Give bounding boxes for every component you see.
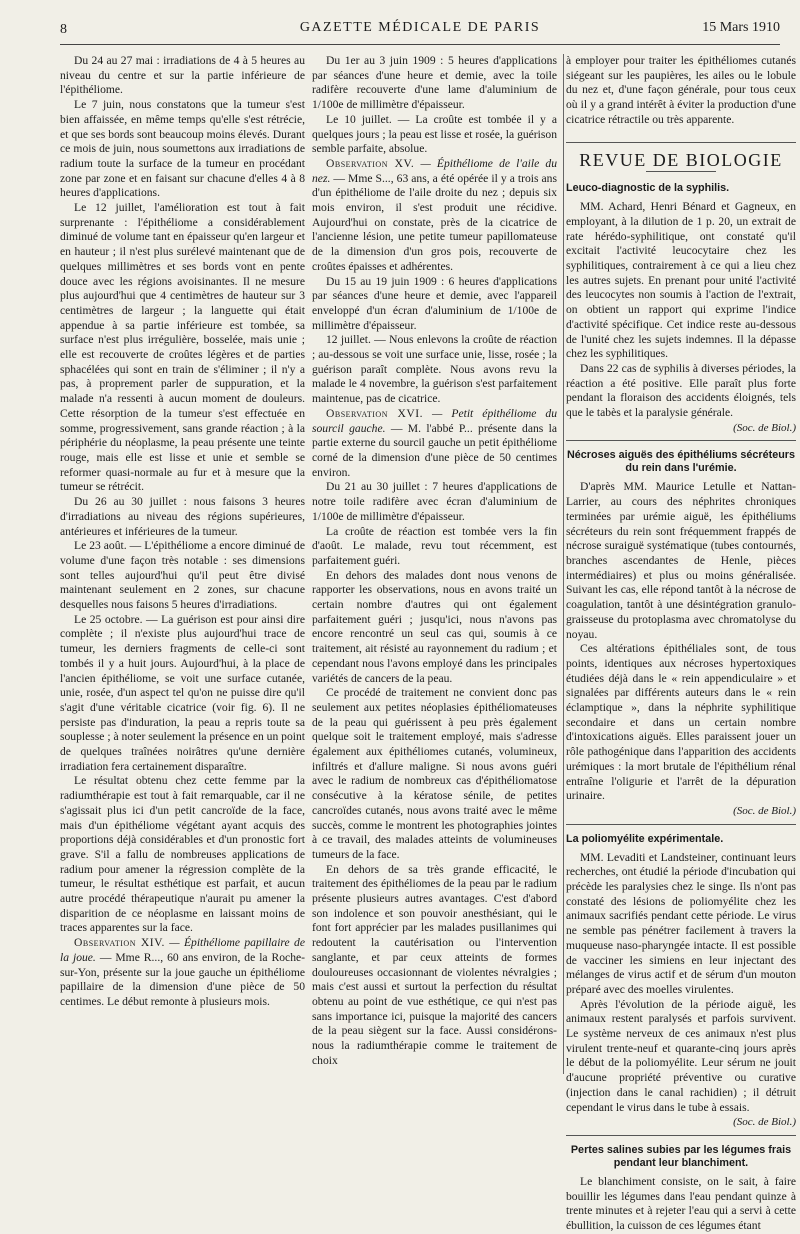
observation-label: Observation XVI.	[326, 406, 424, 420]
article-heading: La poliomyélite expérimentale.	[566, 832, 724, 845]
paragraph: Le 10 juillet. — La croûte est tombée il y a quelques jours ; la peau est lisse et rosée, la guérison semble parfaite, absolue.	[312, 112, 557, 156]
paragraph: Après l'évolution de la période aiguë, les animaux restent paralysés et parfois survivent. Le système nerveux de ces animaux n'est plus virulent trente-neuf et quarante-cinq jours après le début de la poliomyélite. Leur sérum ne jouit d'aucune propriété préventive ou curative (injection dans le canal rachidien) ; il détruit cependant le virus dans le tube à essais.	[566, 997, 796, 1114]
column-3	[563, 54, 796, 1233]
paragraph: Le 7 juin, nous constatons que la tumeur s'est bien affaissée, en même temps qu'elle s'est rétrécie, et que ses bords sont beaucoup moins élevés. Durant ce mois de juin, nous soumettons aux irradiations de radium toute la surface de la tumeur en procédant zone par zone et en faisant sur chacune d'elles 4 à 8 heures d'applications.	[60, 98, 305, 200]
paragraph: D'après MM. Maurice Letulle et Nattan-Larrier, au cours des néphrites chroniques terminées par urémie aiguë, les épithéliums sécréteurs du rein sont fréquemment frappés de nécrose suraiguë systématique (tubes contournés, branches ascendantes de Henle, pièces intermédiaires) et plus ou moins généralisée. Suivant les cas, elle répond tantôt à la nécrose de coagulation, tantôt à une désintégration granulo-graisseuse du protoplasma avec chromatolyse du noyau.	[566, 480, 796, 641]
paragraph: à employer pour traiter les épithéliomes cutanés siégeant sur les paupières, les ailes ou le lobule du nez et, d'une façon générale, pour tous ceux où il y a grand intérêt à éviter la production d'une cicatrice rétractile ou très apparente.	[566, 54, 796, 126]
article-heading: Leuco-diagnostic de la syphilis.	[566, 182, 730, 195]
paragraph: En dehors de sa très grande efficacité, le traitement des épithéliomes de la peau par le radium présente plusieurs autres avantages. C'est d'abord son indolence et son pouvoir anesthésiant, qui le font fort apprécier par les malades pusillanimes qui redoutent la cautérisation ou l'intervention sanglante, et par ceux atteints de formes douloureuses occasionnant de violentes névralgies ; mais c'est aussi et surtout la perfection du résultat obtenu au point de vue esthétique, ce qui n'est pas sans importance ici, puisque la majorité des cancers de la peau siègent sur la face. Aussi considérons-nous la radiumthérapie comme le traitement de choix	[312, 862, 557, 1067]
observation-text: — Mme S..., 63 ans, a été opérée il y a trois ans d'un épithéliome de l'aile droite du nez ; depuis six mois environ, il s'est produit une récidive. Aujourd'hui on constate, près de la cicatrice de l'ancienne lésion, une petite tumeur papillomateuse de la dimension d'un gros pois, recouverte de croûtes épaisses et adhérentes.	[312, 171, 557, 273]
paragraph: 12 juillet. — Nous enlevons la croûte de réaction ; au-dessous se voit une surface unie, lisse, rosée ; la guérison paraît complète. Nous avons revu la malade le 4 novembre, la guérison s'est parfaitement maintenue, pas de cicatrice.	[312, 333, 557, 406]
paragraph: Du 15 au 19 juin 1909 : 6 heures d'applications par séances d'une heure et demie, avec l'appareil enveloppé d'un écran d'aluminium de 1/100e de millimètre d'épaisseur.	[312, 274, 557, 332]
paragraph: Le 12 juillet, l'amélioration est tout à fait surprenante : l'épithéliome a considérablement diminué de volume tant en épaisseur qu'en largeur et en hauteur ; il n'est plus surélevé maintenant que de quelques millimètres et ses bords vont en pente douce avec les régions avoisinantes. Il ne mesure plus aujourd'hui que 4 centimètres de hauteur sur 3 centimètres de largeur ; la languette qui était appendue à sa partie inférieure est tombée, sa surface n'est plus irrégulière, bosselée, mais unie ; elle est recouverte de croûtes légères et de parties sphacélées qui sont en train de s'éliminer ; il n'y a pas, à proprement parler de suppuration, et la malade n'a ressenti à aucun moment de douleurs. Cette résorption de la tumeur s'est effectuée en somme, progressivement, sans grande réaction ; à la périphérie du néoplasme, la peau présente une teinte rouge, mais elle est lisse et unie et semble se reformer quasi-normale au fur et à mesure que la tumeur se rétrécit.	[60, 201, 305, 494]
paragraph: Dans 22 cas de syphilis à diverses périodes, la réaction a été positive. Elle paraît plus forte pendant la floraison des accidents éloignés, tels que le tabès et la paralysie générale.	[566, 361, 796, 420]
divider	[566, 1135, 796, 1136]
article-source: (Soc. de Biol.)	[733, 804, 796, 817]
divider	[566, 824, 796, 825]
issue-date: 15 Mars 1910	[702, 20, 780, 35]
page-header	[60, 18, 780, 45]
observation-text: — M. l'abbé P... présente dans la partie externe du sourcil gauche un petit épithéliome corné de la dimension d'une pièce de 50 centimes environ.	[312, 421, 557, 479]
paragraph: Le 23 août. — L'épithéliome a encore diminué de volume d'une façon très notable : ses dimensions sont telles aujourd'hui qu'il peut être divisé maintenant seulement en 2 zones, sur chacune desquelles nous faisons 5 heures d'irradiations.	[60, 539, 305, 612]
paragraph: En dehors des malades dont nous venons de rapporter les observations, nous en avons traité un certain nombre d'autres qui ont également parfaitement guéri ; jusqu'ici, nous n'avons pas encore rencontré un seul cas qui, soumis à ce traitement, ait résisté au rayonnement du radium ; et cependant nous l'avons employé dans les principales variétés de cancers de la peau.	[312, 568, 557, 685]
paragraph: Le 25 octobre. — La guérison est pour ainsi dire complète ; il n'existe plus aujourd'hui trace de tumeur, les derniers fragments de celle-ci sont tombés il y a huit jours. Aujourd'hui, à la place de l'ancien épithéliome, se voit une surface cutanée, unie, rosée, d'un aspect tel qu'on ne puisse dire qu'il s'agit d'une véritable cicatrice (voir fig. 6). Il ne persiste pas d'induration, la peau a repris toute sa souplesse ; à noter seulement la présence en un point de quelques traînées noirâtres qu'une dernière irradiation fera certainement disparaître.	[60, 612, 306, 773]
column-2	[312, 54, 557, 1074]
paragraph: Du 21 au 30 juillet : 7 heures d'applications de notre toile radifère avec écran d'aluminium de 1/100e de millimètre d'épaisseur.	[312, 480, 557, 523]
observation-title: — Petit épithéliome du sourcil gauche.	[312, 406, 557, 435]
paragraph: Du 24 au 27 mai : irradiations de 4 à 5 heures au niveau du centre et sur la partie inférieure de l'épithéliome.	[60, 54, 305, 97]
observation-14	[60, 936, 305, 1010]
divider	[566, 440, 796, 441]
article-source: (Soc. de Biol.)	[733, 421, 796, 434]
journal-title: GAZETTE MÉDICALE DE PARIS	[299, 20, 541, 35]
paragraph: La croûte de réaction est tombée vers la fin d'août. Le malade, revu tout récemment, est parfaitement guéri.	[312, 524, 557, 567]
article-heading: Pertes salines subies par les légumes frais pendant leur blanchiment.	[570, 1144, 792, 1169]
observation-text: — Mme R..., 60 ans environ, de la Roche-sur-Yon, présente sur la joue gauche un épithéliome papillaire de la dimension d'une pièce de 50 centimes. Le début remonte à plusieurs mois.	[60, 950, 306, 1008]
paragraph: Ce procédé de traitement ne convient donc pas seulement aux petites néoplasies épithéliomateuses de la peau qui guérissent à peu près également quelque soit le traitement employé, mais s'adresse également aux épithéliomes cutanés, volumineux, infiltrés et d'allure maligne. Si nous avons guéri avec le radium de nombreux cas d'épithéliomatose consécutive à la kératose sénile, de petites cancroïdes cutanés, nous avons traité avec le même succès, comme le montrent les photographies jointes à ce travail, des malades atteints de volumineuses tumeurs de la face.	[312, 686, 557, 861]
observation-title: — Épithéliome de l'aile du nez.	[312, 156, 558, 185]
paragraph: Du 1er au 3 juin 1909 : 5 heures d'applications par séances d'une heure et demie, avec la toile radifère recouverte d'une lame d'aluminium de 1/100e de millimètre d'épaisseur.	[312, 54, 557, 112]
observation-16	[312, 407, 557, 481]
section-title-revue-de-biologie: REVUE DE BIOLOGIE	[566, 142, 796, 168]
paragraph: MM. Levaditi et Landsteiner, continuant leurs recherches, ont étudié la période d'incubation qui précède les paralysies chez le singe. Ils n'ont pas constaté des lésions de poliomyélite chez les animaux sacrifiés pendant cette période. Le virus ne semble pas pénétrer facilement à travers la muqueuse naso-pharyngée intacte. Il est possible de vacciner les simiens en leur injectant des mélanges de virus actif et de sérum d'un mouton préparé avec des moelles virulentes.	[566, 850, 796, 996]
observation-15	[312, 157, 557, 275]
page-number: 8	[60, 22, 67, 37]
paragraph: MM. Achard, Henri Bénard et Gagneux, en employant, à la dilution de 1 p. 20, un extrait de rate hérédo-syphilitique, ont constaté qu'il excitait l'activité leucocytaire chez les syphilitiques, contrairement à ce qui a lieu chez les autres sujets. En prenant pour unité l'activité des leucocytes non soumis à l'action de l'extrait, on obtient un rapport qui exprime l'indice d'activité spécifique. Cet indice reste au-dessous de l'unité chez les sujets indemnes. Il la dépasse chez les syphilitiques.	[566, 200, 796, 361]
paragraph: Du 26 au 30 juillet : nous faisons 3 heures d'irradiations au niveau des régions supérieures, antérieures et inférieures de la tumeur.	[60, 495, 305, 538]
paragraph: Le résultat obtenu chez cette femme par la radiumthérapie est tout à fait remarquable, car il ne s'agissait plus ici d'un petit cancroïde de la face, mais d'un épithéliome végétant ayant acquis des proportions déjà considérables et d'un pronostic fort grave. S'il a fallu de nombreuses applications de radium pour amener la régression complète de la tumeur, le résultat esthétique est parfait, et aucun autre procédé thérapeutique n'aurait pu amener la disparition de ce néoplasme en laissant moins de traces apparentes sur la face.	[60, 774, 305, 935]
article-source: (Soc. de Biol.)	[733, 1116, 796, 1129]
paragraph: Ces altérations épithéliales sont, de tous points, identiques aux nécroses hypertoxiques étudiées déjà dans le « rein appendiculaire » et signalées par différents auteurs dans le « rein éclamptique », dans la néphrite syphilitique secondaire et dans un certain nombre d'intoxications aiguës. Elles paraissent jouer un rôle pathogénique dans l'apparition des accidents urémiques : la mort brutale de l'épithélium rénal entraîne l'oligurie et l'arrêt de la dépuration urinaire.	[566, 642, 796, 803]
paragraph: Le blanchiment consiste, on le sait, à faire bouillir les légumes dans l'eau pendant quinze à trente minutes et à rejeter l'eau qui a servi à cette ébullition, la cuisson de ces légumes étant	[566, 1175, 796, 1233]
article-heading: Nécroses aiguës des épithéliums sécréteurs du rein dans l'urémie.	[566, 449, 796, 475]
observation-label: Observation XIV.	[74, 936, 165, 950]
observation-title: — Épithéliome papillaire de la joue.	[60, 936, 305, 964]
column-1	[60, 54, 305, 1074]
observation-label: Observation XV.	[326, 156, 415, 170]
title-rule	[646, 171, 716, 172]
